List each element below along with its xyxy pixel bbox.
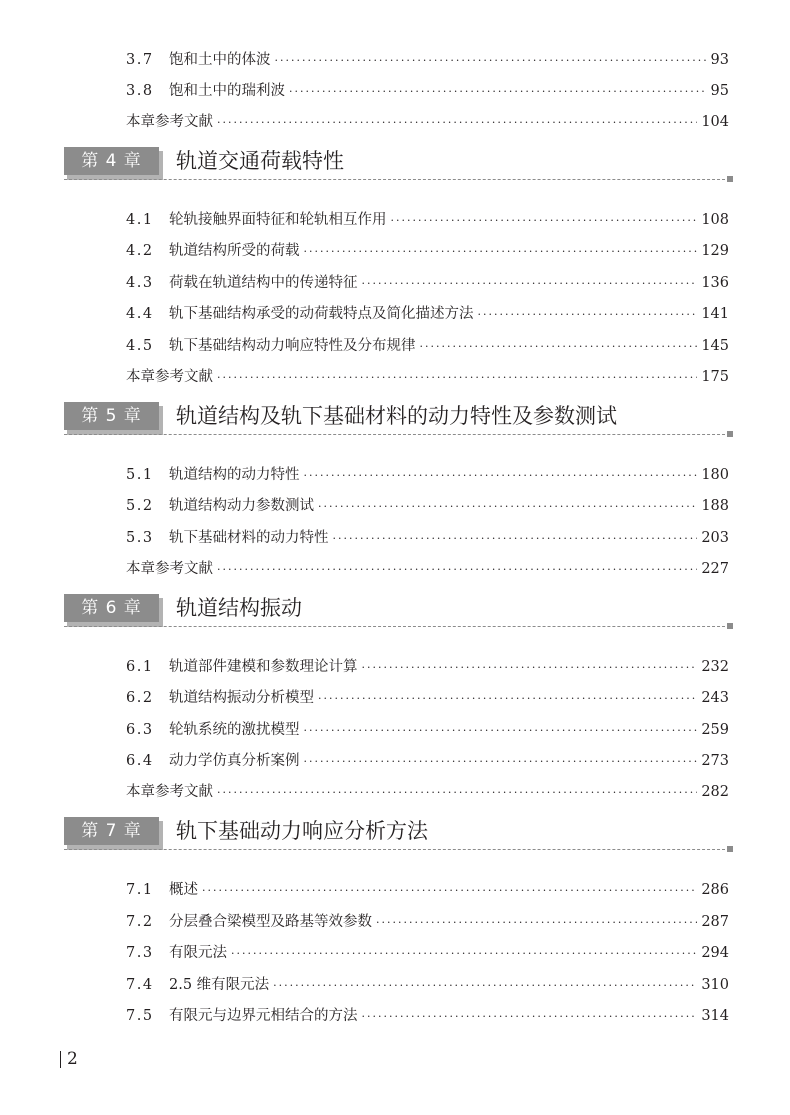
toc-entry-6-1[interactable] bbox=[0, 653, 790, 681]
chapter-divider bbox=[64, 434, 730, 435]
toc-entry-4-1[interactable] bbox=[0, 206, 790, 234]
chapter-title: 轨下基础动力响应分析方法 bbox=[176, 819, 428, 843]
references-title: 本章参考文献 bbox=[126, 561, 213, 577]
toc-entry-4-2[interactable] bbox=[0, 237, 790, 265]
section-title: 轮轨接触界面特征和轮轨相互作用 bbox=[169, 212, 387, 228]
toc-entry-7-5[interactable] bbox=[0, 1002, 790, 1030]
toc-entry-4-5[interactable] bbox=[0, 332, 790, 360]
page-number: 282 bbox=[701, 784, 729, 800]
section-number: 4.3 bbox=[126, 275, 154, 291]
toc-entry-3-8[interactable] bbox=[0, 77, 790, 105]
dot-leader bbox=[304, 238, 698, 266]
toc-entry-5-2[interactable] bbox=[0, 492, 790, 520]
section-title: 概述 bbox=[169, 882, 198, 898]
chapter-divider bbox=[64, 849, 730, 850]
divider-end-square bbox=[727, 431, 733, 437]
chapter-label-box bbox=[64, 594, 161, 624]
section-title: 轨下基础结构动力响应特性及分布规律 bbox=[169, 338, 416, 354]
page-number: 314 bbox=[701, 1008, 729, 1024]
page-number: 273 bbox=[701, 753, 729, 769]
dot-leader bbox=[362, 1003, 698, 1031]
section-title: 轨道部件建模和参数理论计算 bbox=[169, 659, 358, 675]
page-number: 287 bbox=[701, 914, 729, 930]
section-number: 7.5 bbox=[126, 1008, 154, 1024]
page-number: 227 bbox=[701, 561, 729, 577]
dot-leader bbox=[217, 109, 697, 137]
section-number: 7.4 bbox=[126, 977, 154, 993]
toc-entry-4-4[interactable] bbox=[0, 300, 790, 328]
toc-entry-6-2[interactable] bbox=[0, 684, 790, 712]
page-number: 243 bbox=[701, 690, 729, 706]
references-title: 本章参考文献 bbox=[126, 784, 213, 800]
section-number: 4.1 bbox=[126, 212, 154, 228]
chapter-label: 第 4 章 bbox=[64, 147, 159, 175]
dot-leader bbox=[217, 556, 697, 584]
section-title: 饱和土中的瑞利波 bbox=[169, 83, 285, 99]
dot-leader bbox=[304, 717, 698, 745]
page-number: 203 bbox=[701, 530, 729, 546]
page-number: 145 bbox=[701, 338, 729, 354]
chapter-label-box bbox=[64, 147, 161, 177]
page-number: 93 bbox=[710, 52, 729, 68]
toc-entry-5-1[interactable] bbox=[0, 461, 790, 489]
page-number: 188 bbox=[701, 498, 729, 514]
chapter-label: 第 7 章 bbox=[64, 817, 159, 845]
section-title: 轮轨系统的激扰模型 bbox=[169, 722, 300, 738]
page-number: 108 bbox=[701, 212, 729, 228]
dot-leader bbox=[217, 779, 697, 807]
toc-entry-3-7[interactable] bbox=[0, 46, 790, 74]
toc-entry-6-3[interactable] bbox=[0, 716, 790, 744]
section-title: 有限元与边界元相结合的方法 bbox=[169, 1008, 358, 1024]
section-title: 饱和土中的体波 bbox=[169, 52, 271, 68]
section-title: 轨道结构的动力特性 bbox=[169, 467, 300, 483]
divider-end-square bbox=[727, 176, 733, 182]
section-number: 6.4 bbox=[126, 753, 154, 769]
section-title: 荷载在轨道结构中的传递特征 bbox=[169, 275, 358, 291]
section-number: 7.2 bbox=[126, 914, 154, 930]
dot-leader bbox=[217, 364, 697, 392]
toc-entry-7-1[interactable] bbox=[0, 876, 790, 904]
page-number: 180 bbox=[701, 467, 729, 483]
page-number: 95 bbox=[710, 83, 729, 99]
folio-bar bbox=[60, 1051, 61, 1068]
section-title: 分层叠合梁模型及路基等效参数 bbox=[169, 914, 372, 930]
chapter-label: 第 6 章 bbox=[64, 594, 159, 622]
section-number: 5.2 bbox=[126, 498, 154, 514]
toc-entry-7-2[interactable] bbox=[0, 908, 790, 936]
section-title: 轨道结构所受的荷载 bbox=[169, 243, 300, 259]
toc-entry-6-4[interactable] bbox=[0, 747, 790, 775]
section-number: 6.1 bbox=[126, 659, 154, 675]
section-title: 轨下基础材料的动力特性 bbox=[169, 530, 329, 546]
dot-leader bbox=[318, 685, 697, 713]
divider-end-square bbox=[727, 623, 733, 629]
section-number: 6.2 bbox=[126, 690, 154, 706]
dot-leader bbox=[304, 748, 698, 776]
section-title: 动力学仿真分析案例 bbox=[169, 753, 300, 769]
references-title: 本章参考文献 bbox=[126, 369, 213, 385]
toc-entry-7-4[interactable] bbox=[0, 971, 790, 999]
dot-leader bbox=[420, 333, 698, 361]
section-title: 轨道结构动力参数测试 bbox=[169, 498, 314, 514]
chapter-title: 轨道结构及轨下基础材料的动力特性及参数测试 bbox=[176, 404, 617, 428]
page-number: 294 bbox=[701, 945, 729, 961]
section-number: 3.7 bbox=[126, 52, 154, 68]
page-number: 136 bbox=[701, 275, 729, 291]
page-number: 129 bbox=[701, 243, 729, 259]
section-number: 3.8 bbox=[126, 83, 154, 99]
dot-leader bbox=[478, 301, 698, 329]
folio-page-number: 2 bbox=[67, 1049, 78, 1069]
section-title: 轨道结构振动分析模型 bbox=[169, 690, 314, 706]
references-title: 本章参考文献 bbox=[126, 114, 213, 130]
chapter-label: 第 5 章 bbox=[64, 402, 159, 430]
toc-entry-7-3[interactable] bbox=[0, 939, 790, 967]
toc-entry-chapter-5-references[interactable] bbox=[0, 555, 790, 583]
chapter-title: 轨道交通荷载特性 bbox=[176, 149, 344, 173]
dot-leader bbox=[273, 972, 697, 1000]
page-number: 104 bbox=[701, 114, 729, 130]
section-number: 4.2 bbox=[126, 243, 154, 259]
chapter-heading-6[interactable] bbox=[0, 588, 790, 630]
dot-leader bbox=[333, 525, 698, 553]
dot-leader bbox=[231, 940, 697, 968]
page-number: 175 bbox=[701, 369, 729, 385]
chapter-label-box bbox=[64, 817, 161, 847]
toc-entry-chapter-6-references[interactable] bbox=[0, 778, 790, 806]
section-title: 轨下基础结构承受的动荷载特点及简化描述方法 bbox=[169, 306, 474, 322]
divider-end-square bbox=[727, 846, 733, 852]
dot-leader bbox=[304, 462, 698, 490]
toc-entry-4-3[interactable] bbox=[0, 269, 790, 297]
section-number: 5.3 bbox=[126, 530, 154, 546]
toc-entry-chapter-4-references[interactable] bbox=[0, 363, 790, 391]
dot-leader bbox=[391, 207, 698, 235]
toc-entry-5-3[interactable] bbox=[0, 524, 790, 552]
section-number: 5.1 bbox=[126, 467, 154, 483]
dot-leader bbox=[318, 493, 697, 521]
page-number: 141 bbox=[701, 306, 729, 322]
dot-leader bbox=[289, 78, 707, 106]
chapter-divider bbox=[64, 626, 730, 627]
toc-entry-chapter-3-references[interactable] bbox=[0, 108, 790, 136]
chapter-heading-7[interactable] bbox=[0, 811, 790, 853]
section-number: 7.1 bbox=[126, 882, 154, 898]
dot-leader bbox=[362, 270, 698, 298]
dot-leader bbox=[376, 909, 697, 937]
page-number: 310 bbox=[701, 977, 729, 993]
section-title: 有限元法 bbox=[169, 945, 227, 961]
chapter-label-box bbox=[64, 402, 161, 432]
chapter-heading-5[interactable] bbox=[0, 396, 790, 438]
section-number: 7.3 bbox=[126, 945, 154, 961]
page-number: 259 bbox=[701, 722, 729, 738]
section-number: 6.3 bbox=[126, 722, 154, 738]
chapter-divider bbox=[64, 179, 730, 180]
dot-leader bbox=[362, 654, 698, 682]
section-title: 2.5 维有限元法 bbox=[169, 977, 270, 993]
page-number: 286 bbox=[701, 882, 729, 898]
page-number: 232 bbox=[701, 659, 729, 675]
chapter-heading-4[interactable] bbox=[0, 141, 790, 183]
dot-leader bbox=[202, 877, 697, 905]
section-number: 4.4 bbox=[126, 306, 154, 322]
chapter-title: 轨道结构振动 bbox=[176, 596, 302, 620]
section-number: 4.5 bbox=[126, 338, 154, 354]
dot-leader bbox=[275, 47, 707, 75]
